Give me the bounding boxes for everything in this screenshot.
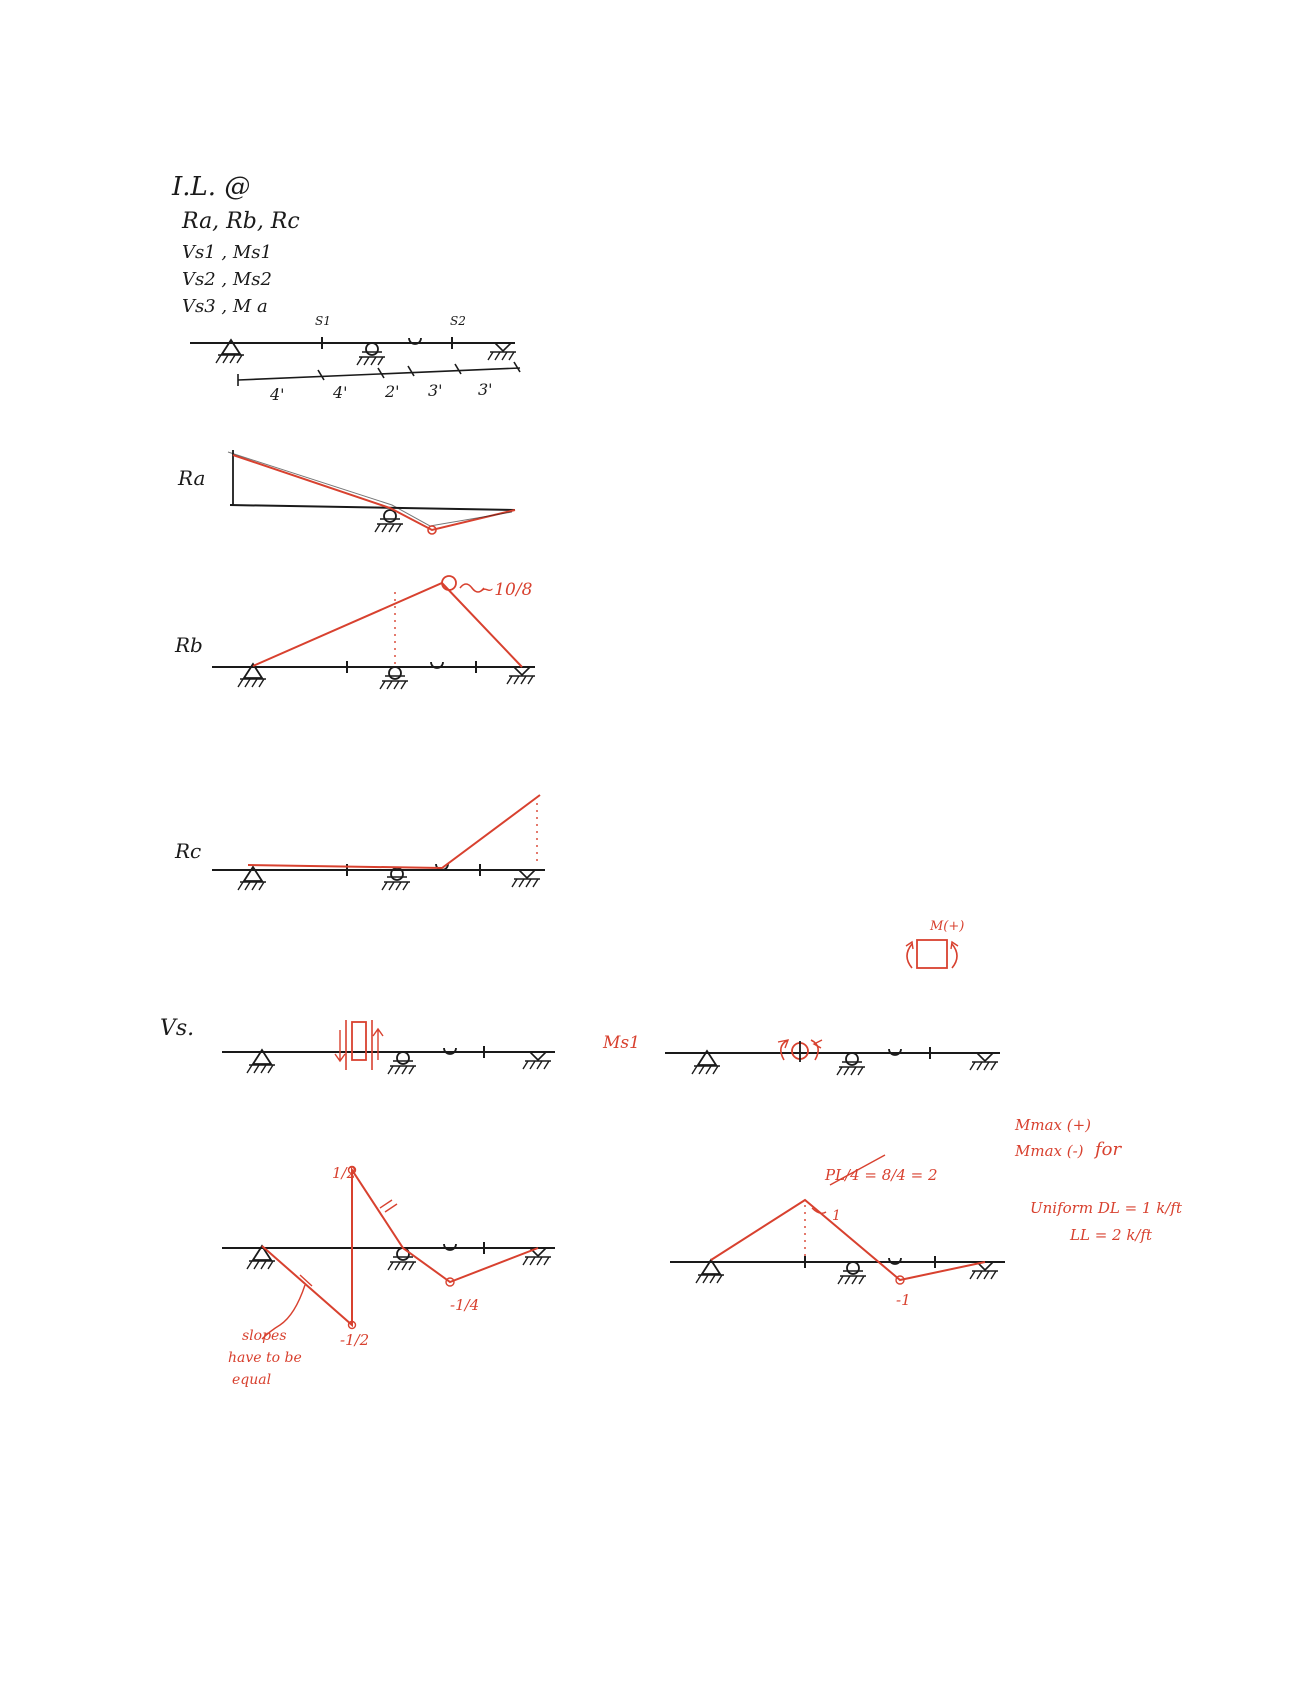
moment-il-peak: PL/4 = 8/4 = 2	[825, 1166, 938, 1184]
moment-il-slope: 1	[832, 1208, 841, 1224]
sign-convention	[906, 940, 958, 968]
rb-value: ~10/8	[480, 580, 533, 600]
ms1-support-b	[837, 1053, 865, 1075]
moment-il-low: -1	[896, 1291, 911, 1309]
rb-support-b	[380, 667, 408, 689]
notes-title: I.L. @	[172, 172, 251, 202]
span-3: 2'	[385, 382, 400, 401]
vs-beam	[222, 1020, 555, 1074]
span-1: 4'	[270, 385, 285, 404]
mmax-neg: Mmax (-)	[1015, 1142, 1084, 1160]
row-label-rb: Rb	[175, 633, 203, 657]
ra-diagram	[228, 450, 515, 534]
vs-support-a	[247, 1050, 275, 1073]
support-b	[357, 343, 385, 365]
rc-diagram	[212, 795, 545, 890]
notes-reactions: Ra, Rb, Rc	[182, 209, 300, 234]
notes-s1: Vs1 , Ms1	[182, 242, 272, 263]
for-word: for	[1095, 1139, 1122, 1160]
mil-support-b	[838, 1262, 866, 1284]
vil-support-b	[388, 1248, 416, 1270]
rc-support-c	[512, 870, 540, 887]
vil-support-c	[523, 1248, 551, 1265]
vs-support-b	[388, 1052, 416, 1074]
shear-il-bottom: -1/2	[340, 1331, 370, 1349]
shear-note-1: slopes	[242, 1328, 287, 1344]
sign-convention-label: M(+)	[930, 919, 965, 934]
row-label-ra: Ra	[178, 466, 206, 490]
label-s1: S1	[315, 314, 331, 328]
row-label-vs: Vs.	[160, 1016, 195, 1041]
vil-support-a	[247, 1246, 275, 1269]
rc-support-b	[382, 868, 410, 890]
notes-s2: Vs2 , Ms2	[182, 269, 272, 290]
live-load: LL = 2 k/ft	[1070, 1226, 1153, 1244]
shear-note-3: equal	[232, 1372, 272, 1388]
span-5: 3'	[478, 380, 493, 399]
span-4: 3'	[428, 381, 443, 400]
beam-main	[190, 337, 516, 365]
ms1-support-a	[692, 1051, 720, 1074]
mmax-pos: Mmax (+)	[1015, 1116, 1092, 1134]
rb-support-c	[507, 667, 535, 684]
span-2: 4'	[333, 383, 348, 402]
label-s2: S2	[450, 314, 466, 328]
hinge-1	[409, 338, 421, 344]
shear-il-right: -1/4	[450, 1296, 480, 1314]
row-label-rc: Rc	[175, 839, 202, 863]
ms1-support-c	[970, 1053, 998, 1070]
vs-support-c	[523, 1052, 551, 1069]
row-label-ms1: Ms1	[603, 1033, 640, 1053]
mil-support-a	[696, 1260, 724, 1283]
support-c	[488, 343, 516, 360]
shear-il-top: 1/2	[332, 1164, 357, 1182]
notes-s3: Vs3 , M a	[182, 296, 268, 317]
uniform-dl: Uniform DL = 1 k/ft	[1030, 1199, 1182, 1217]
shear-note-2: have to be	[228, 1350, 302, 1366]
shear-il-diagram	[222, 1167, 555, 1340]
ms1-beam	[665, 1040, 1000, 1075]
